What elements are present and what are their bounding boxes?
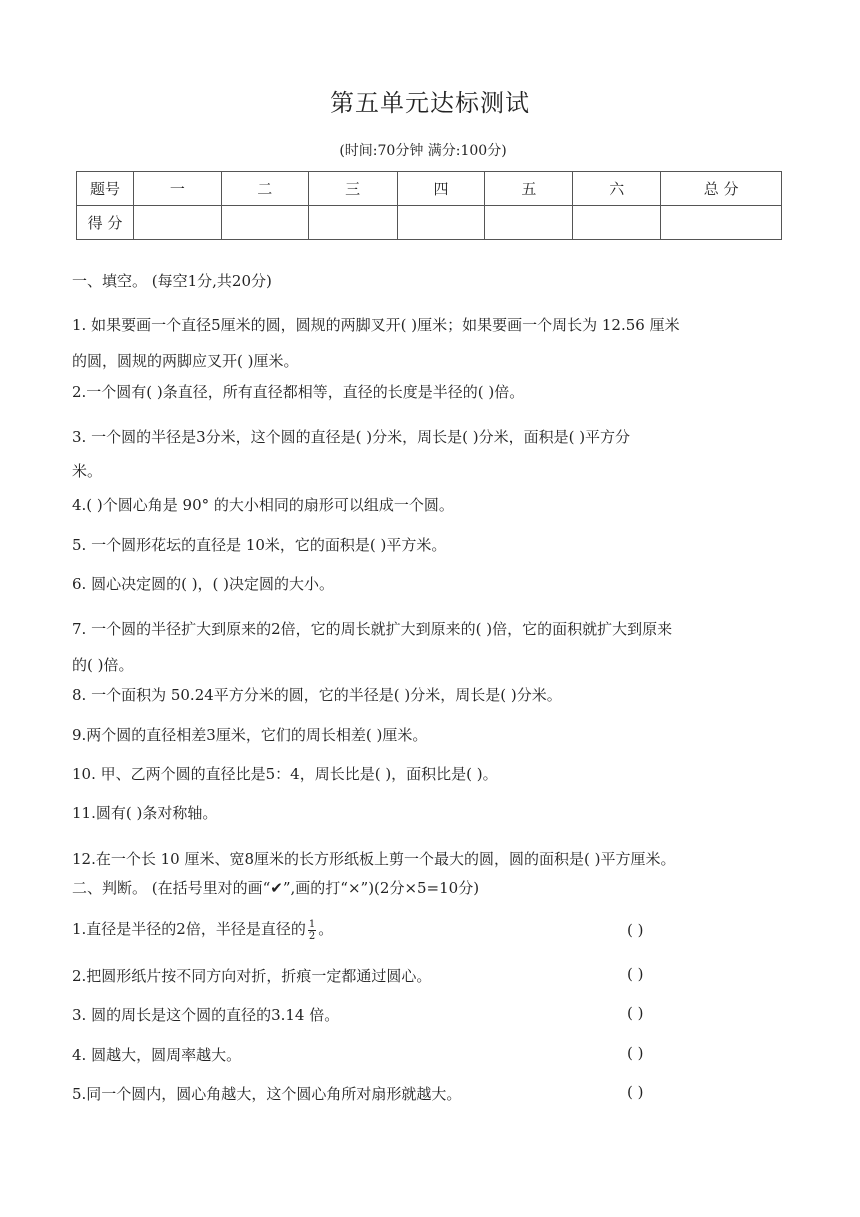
header-cell: 总 分 [661,172,782,206]
header-cell: 五 [485,172,573,206]
header-cell: 三 [308,172,397,206]
score-cell [485,206,573,240]
row-label: 得 分 [77,206,134,240]
score-table-header-row [77,172,782,206]
question-line: 2.一个圆有( )条直径，所有直径都相等，直径的长度是半径的( )倍。 [72,383,525,401]
score-cell [133,206,221,240]
question-line: 8. 一个面积为 50.24平方分米的圆，它的半径是( )分米，周长是( )分米。 [72,686,562,704]
question-line: 的( )倍。 [72,656,134,674]
judge-item: 2.把圆形纸片按不同方向对折，折痕一定都通过圆心。 [72,967,432,985]
header-cell: 四 [397,172,485,206]
answer-parens[interactable]: ( ) [627,1083,644,1101]
question-line: 12.在一个长 10 厘米、宽8厘米的长方形纸板上剪一个最大的圆，圆的面积是( )平方厘米。 [72,850,676,868]
score-table [76,171,782,240]
question-line: 米。 [72,462,103,480]
answer-parens[interactable]: ( ) [627,965,644,983]
page-title: 第五单元达标测试 [330,89,530,117]
question-line: 4.( )个圆心角是 90° 的大小相同的扇形可以组成一个圆。 [72,496,454,514]
score-cell [308,206,397,240]
score-table-score-row [77,206,782,240]
judge-item: 3. 圆的周长是这个圆的直径的3.14 倍。 [72,1006,340,1024]
judge-item: 4. 圆越大，圆周率越大。 [72,1046,242,1064]
judge-item: 5.同一个圆内，圆心角越大，这个圆心角所对扇形就越大。 [72,1085,462,1103]
score-cell [397,206,485,240]
question-line: 9.两个圆的直径相差3厘米，它们的周长相差( )厘米。 [72,726,428,744]
score-cell [661,206,782,240]
question-line: 3. 一个圆的半径是3分米，这个圆的直径是( )分米，周长是( )分米，面积是( )平方分 [72,428,631,446]
header-cell: 二 [221,172,308,206]
header-cell: 题号 [77,172,134,206]
judge-text: 。 [318,920,334,938]
judge-text: 1.直径是半径的2倍，半径是直径的 [72,920,306,938]
answer-parens[interactable]: ( ) [627,921,644,939]
test-info: (时间:70分钟 满分:100分) [339,143,507,159]
score-cell [573,206,661,240]
question-line: 的圆，圆规的两脚应叉开( )厘米。 [72,352,299,370]
question-line: 10. 甲、乙两个圆的直径比是5：4，周长比是( )，面积比是( )。 [72,765,498,783]
question-line: 11.圆有( )条对称轴。 [72,804,218,822]
question-line: 1. 如果要画一个直径5厘米的圆，圆规的两脚叉开( )厘米；如果要画一个周长为 12.56 厘米 [72,316,680,334]
question-line: 7. 一个圆的半径扩大到原来的2倍，它的周长就扩大到原来的( )倍，它的面积就扩大到原来 [72,620,673,638]
header-cell: 六 [573,172,661,206]
question-line: 6. 圆心决定圆的( )，( )决定圆的大小。 [72,575,335,593]
fraction: $\frac{1}{2}$ [308,918,316,942]
section-heading: 一、填空。 (每空1分,共20分) [72,272,272,290]
header-cell: 一 [133,172,221,206]
score-cell [221,206,308,240]
answer-parens[interactable]: ( ) [627,1044,644,1062]
section-heading: 二、判断。 (在括号里对的画“✔”,画的打“×”)(2分×5=10分) [72,879,480,897]
judge-item [72,918,333,942]
answer-parens[interactable]: ( ) [627,1004,644,1022]
question-line: 5. 一个圆形花坛的直径是 10米，它的面积是( )平方米。 [72,536,447,554]
